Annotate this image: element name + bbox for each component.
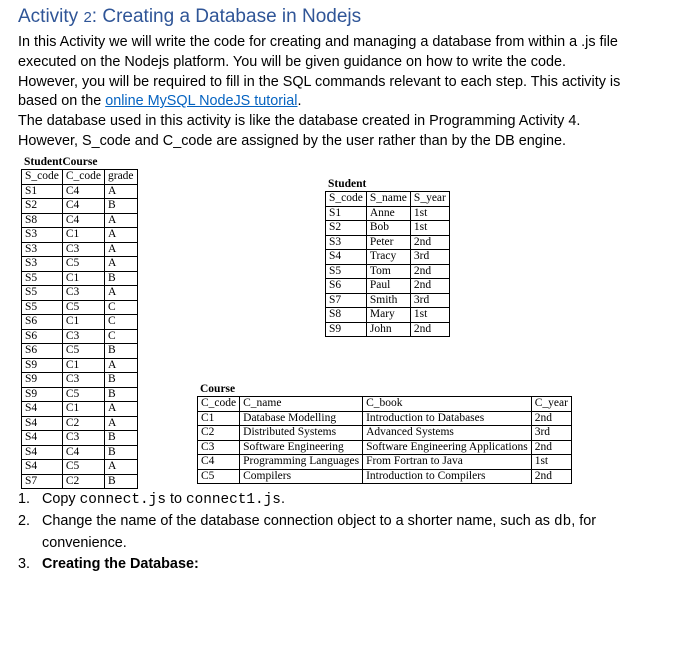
student-course-cell: S4 [22,431,63,446]
student-course-cell: S4 [22,402,63,417]
student-header-cell: S_code [326,192,367,207]
student-header-cell: S_name [366,192,410,207]
student-course-row [22,271,138,286]
course-cell: Software Engineering Applications [363,440,532,455]
step-2 [18,511,678,554]
student-course-cell: S6 [22,344,63,359]
activity-heading [18,6,361,28]
course-cell: Software Engineering [240,440,363,455]
student-cell: 3rd [410,293,449,308]
course-cell: Database Modelling [240,411,363,426]
student-course-row [22,315,138,330]
student-course-cell: S7 [22,474,63,489]
student-course-cell: S4 [22,460,63,475]
student-header-row [326,192,450,207]
student-cell: S9 [326,322,367,337]
student-course-row [22,460,138,475]
student-cell: Paul [366,279,410,294]
heading-rest: : Creating a Database in Nodejs [91,6,362,27]
student-course-cell: C2 [62,474,104,489]
student-course-row [22,474,138,489]
student-course-row [22,416,138,431]
student-cell: S7 [326,293,367,308]
student-course-row [22,445,138,460]
student-course-cell: C [105,300,138,315]
student-course-cell: B [105,474,138,489]
step-1-number: 1. [18,491,31,507]
course-header-cell: C_year [531,397,571,412]
course-cell: C1 [198,411,240,426]
course-cell: C5 [198,469,240,484]
student-cell: Smith [366,293,410,308]
course-cell: C4 [198,455,240,470]
student-cell: 1st [410,221,449,236]
course-header-cell: C_book [363,397,532,412]
student-course-row [22,228,138,243]
course-title: Course [200,383,236,395]
student-course-cell: B [105,344,138,359]
student-cell: Peter [366,235,410,250]
intro-line-4-suffix: . [297,93,302,109]
student-course-row [22,402,138,417]
student-course-cell: C4 [62,199,104,214]
student-row [326,293,450,308]
student-course-row [22,373,138,388]
student-cell: 1st [410,206,449,221]
steps-list [18,489,678,575]
student-course-cell: C1 [62,402,104,417]
student-course-header-cell: S_code [22,170,63,185]
student-cell: Bob [366,221,410,236]
student-course-cell: S5 [22,286,63,301]
student-course-cell: A [105,402,138,417]
student-course-cell: C4 [62,213,104,228]
mysql-nodejs-tutorial-link[interactable]: online MySQL NodeJS tutorial [105,93,298,109]
step-1-prefix: Copy [42,491,80,507]
student-course-cell: A [105,358,138,373]
course-table [197,383,572,484]
student-cell: S4 [326,250,367,265]
step-2-prefix: Change the name of the database connection object to a shorter name, such as [42,513,554,529]
heading-prefix: Activity [18,6,84,27]
step-1 [18,489,678,511]
student-cell: S5 [326,264,367,279]
step-2-number: 2. [18,513,31,529]
student-course-cell: B [105,387,138,402]
student-course-cell: A [105,460,138,475]
course-cell: 3rd [531,426,571,441]
step-2-suffix: , for convenience. [42,513,597,551]
student-row [326,264,450,279]
step-3 [18,554,678,575]
student-cell: Tom [366,264,410,279]
intro-line-3: However, you will be required to fill in the SQL commands relevant to each step. This activity is [18,74,621,90]
student-course-cell: S5 [22,271,63,286]
student-course-cell: A [105,242,138,257]
student-cell: Anne [366,206,410,221]
course-cell: C2 [198,426,240,441]
student-course-row [22,300,138,315]
student-course-cell: A [105,213,138,228]
step-2-code: db [554,514,572,530]
student-course-header-cell: grade [105,170,138,185]
student-row [326,250,450,265]
course-cell: Advanced Systems [363,426,532,441]
student-course-cell: A [105,416,138,431]
student-cell: John [366,322,410,337]
student-course-row [22,286,138,301]
student-cell: 1st [410,308,449,323]
step-1-code-source: connect.js [79,492,166,508]
student-course-cell: S4 [22,416,63,431]
student-course-cell: S9 [22,373,63,388]
student-row [326,279,450,294]
student-course-row [22,431,138,446]
student-course-cell: C2 [62,416,104,431]
student-course-cell: B [105,373,138,388]
heading-number: 2 [83,9,92,26]
course-row [198,411,572,426]
student-course-header-row [22,170,138,185]
course-cell: Programming Languages [240,455,363,470]
student-cell: Tracy [366,250,410,265]
student-row [326,235,450,250]
student-row [326,206,450,221]
student-course-row [22,387,138,402]
student-course-cell: S1 [22,184,63,199]
student-course-cell: C3 [62,286,104,301]
student-course-cell: B [105,199,138,214]
intro-line-2: executed on the Nodejs platform. You will be given guidance on how to write the code. [18,54,566,70]
student-cell: 3rd [410,250,449,265]
student-cell: 2nd [410,264,449,279]
step-3-number: 3. [18,556,31,572]
student-cell: S3 [326,235,367,250]
student-course-cell: A [105,257,138,272]
student-course-cell: C5 [62,460,104,475]
course-cell: 1st [531,455,571,470]
student-course-cell: B [105,431,138,446]
course-cell: 2nd [531,469,571,484]
student-course-cell: S3 [22,257,63,272]
student-course-cell: S6 [22,329,63,344]
student-course-cell: A [105,184,138,199]
student-course-cell: C3 [62,242,104,257]
course-cell: Distributed Systems [240,426,363,441]
course-cell: Introduction to Compilers [363,469,532,484]
student-cell: 2nd [410,279,449,294]
student-course-cell: A [105,286,138,301]
course-row [198,426,572,441]
student-course-cell: C5 [62,344,104,359]
step-1-mid: to [165,491,186,507]
student-course-header-cell: C_code [62,170,104,185]
student-cell: 2nd [410,235,449,250]
student-cell: S2 [326,221,367,236]
student-course-cell: S8 [22,213,63,228]
course-header-row [198,397,572,412]
course-row [198,469,572,484]
student-course-row [22,329,138,344]
student-course-row [22,358,138,373]
student-course-cell: S9 [22,387,63,402]
course-row [198,440,572,455]
student-row [326,322,450,337]
course-header-cell: C_code [198,397,240,412]
student-course-cell: C5 [62,257,104,272]
student-header-cell: S_year [410,192,449,207]
course-cell: Introduction to Databases [363,411,532,426]
student-course-cell: C1 [62,271,104,286]
student-course-cell: S9 [22,358,63,373]
student-row [326,221,450,236]
student-course-cell: S6 [22,315,63,330]
student-course-row [22,344,138,359]
intro-line-4-prefix: based on the [18,93,106,109]
student-course-cell: S3 [22,228,63,243]
course-header-cell: C_name [240,397,363,412]
student-course-table [21,156,138,489]
student-course-cell: C [105,315,138,330]
student-course-cell: C [105,329,138,344]
student-cell: S6 [326,279,367,294]
step-1-code-target: connect1.js [185,492,281,508]
course-row [198,455,572,470]
course-cell: 2nd [531,440,571,455]
student-course-cell: S5 [22,300,63,315]
student-course-row [22,199,138,214]
student-course-row [22,213,138,228]
student-course-cell: B [105,445,138,460]
student-course-cell: C4 [62,445,104,460]
student-course-cell: C5 [62,387,104,402]
student-cell: 2nd [410,322,449,337]
student-course-row [22,257,138,272]
student-course-cell: C1 [62,358,104,373]
student-row [326,308,450,323]
student-table [325,178,450,337]
student-cell: Mary [366,308,410,323]
student-cell: S8 [326,308,367,323]
course-cell: C3 [198,440,240,455]
student-course-row [22,184,138,199]
step-1-suffix: . [280,491,285,507]
student-course-cell: C5 [62,300,104,315]
student-course-cell: A [105,228,138,243]
student-course-cell: C1 [62,315,104,330]
student-title: Student [328,178,367,190]
student-course-cell: C3 [62,329,104,344]
student-course-cell: S2 [22,199,63,214]
student-course-cell: C3 [62,431,104,446]
student-course-row [22,242,138,257]
intro-line-5: The database used in this activity is like the database created in Programming Activity 4. [18,113,581,129]
intro-line-4 [18,92,688,112]
student-course-cell: S3 [22,242,63,257]
intro-line-6: However, S_code and C_code are assigned by the user rather than by the DB engine. [18,133,566,149]
intro-line-1: In this Activity we will write the code for creating and managing a database from within a .js file [18,34,618,50]
student-course-title: StudentCourse [24,156,98,168]
step-3-text: Creating the Database: [42,556,199,572]
student-course-cell: B [105,271,138,286]
course-cell: 2nd [531,411,571,426]
student-course-cell: C1 [62,228,104,243]
student-course-cell: C4 [62,184,104,199]
course-cell: Compilers [240,469,363,484]
student-course-cell: C3 [62,373,104,388]
student-cell: S1 [326,206,367,221]
student-course-cell: S4 [22,445,63,460]
course-cell: From Fortran to Java [363,455,532,470]
